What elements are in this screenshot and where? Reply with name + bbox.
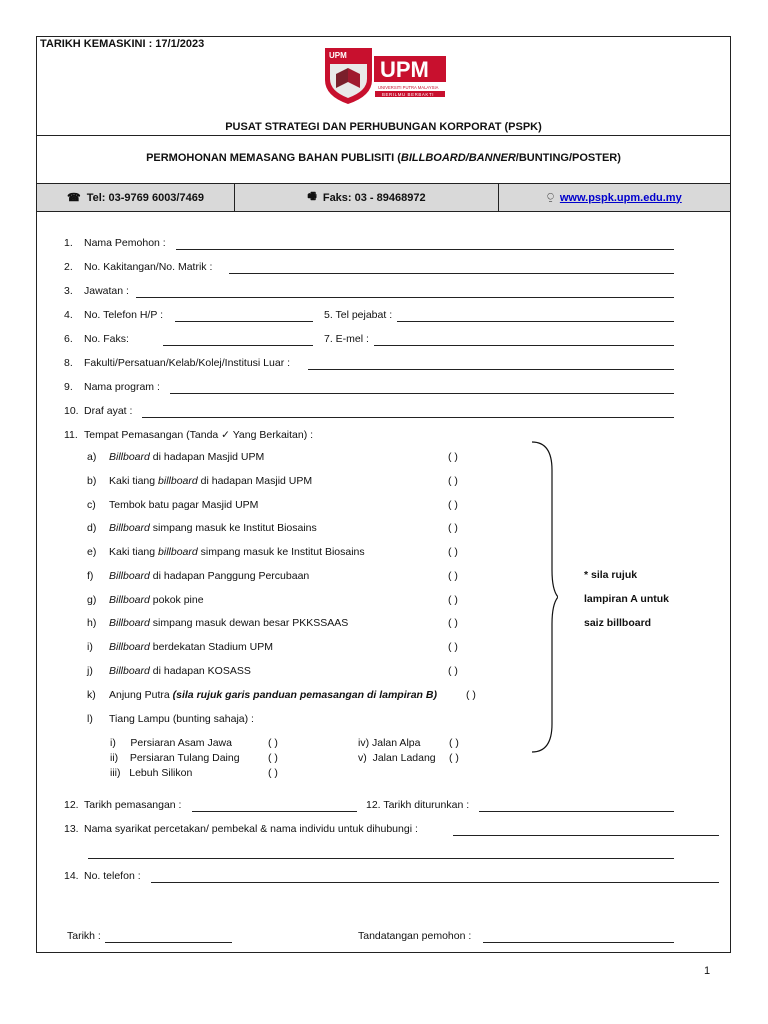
anjung-checkbox[interactable]: ( ): [466, 689, 476, 701]
location-item: c) Tembok batu pagar Masjid UPM: [87, 499, 259, 511]
field-7-label: 7. E-mel :: [324, 333, 369, 345]
tiang-left-2: ii) Persiaran Tulang Daing: [110, 752, 240, 764]
email-field[interactable]: [374, 345, 674, 346]
location-tiang: l) Tiang Lampu (bunting sahaja) :: [87, 713, 254, 725]
logo-big-text: UPM: [380, 57, 429, 82]
update-date: TARIKH KEMASKINI : 17/1/2023: [40, 38, 205, 50]
location-item: e) Kaki tiang billboard simpang masuk ke Institut Biosains: [87, 546, 365, 558]
fax-field[interactable]: [163, 345, 313, 346]
draft-text-field[interactable]: [142, 417, 674, 418]
tiang-right-1-checkbox[interactable]: ( ): [449, 737, 459, 749]
website-link[interactable]: www.pspk.upm.edu.my: [559, 191, 682, 204]
staff-id-field[interactable]: [229, 273, 674, 274]
form-title: PERMOHONAN MEMASANG BAHAN PUBLISITI (BILLBOARD/BANNER/BUNTING/POSTER): [146, 152, 621, 164]
mobile-phone-field[interactable]: [175, 321, 313, 322]
date-label: Tarikh :: [67, 930, 101, 942]
note-line-1: * sila rujuk: [584, 569, 638, 581]
contact-web: [499, 184, 730, 211]
location-item: b) Kaki tiang billboard di hadapan Masjid UPM: [87, 475, 313, 487]
note-line-2: lampiran A untuk: [584, 593, 669, 605]
printer-contact-field[interactable]: [453, 835, 719, 836]
field-5-label: 5. Tel pejabat :: [324, 309, 393, 321]
divider: [36, 135, 731, 136]
note-line-3: saiz billboard: [584, 617, 652, 629]
tiang-left-3-checkbox[interactable]: ( ): [268, 767, 278, 779]
field-2-label: 2. No. Kakitangan/No. Matrik :: [64, 261, 213, 273]
location-item: f) Billboard di hadapan Panggung Percubaan: [87, 570, 310, 582]
location-item: i) Billboard berdekatan Stadium UPM: [87, 641, 274, 653]
field-8-label: 8. Fakulti/Persatuan/Kelab/Kolej/Institusi Luar :: [64, 357, 291, 369]
office-phone-field[interactable]: [397, 321, 674, 322]
field-12b-label: 12. Tarikh diturunkan :: [366, 799, 470, 811]
position-field[interactable]: [136, 297, 674, 298]
tiang-left-2-checkbox[interactable]: ( ): [268, 752, 278, 764]
contact-tel: ☎ Tel: 03-9769 6003/7469: [37, 184, 235, 211]
field-12a-label: 12. Tarikh pemasangan :: [64, 799, 182, 811]
date-field[interactable]: [105, 942, 232, 943]
field-10-label: 10. Draf ayat :: [64, 405, 133, 417]
location-checkbox[interactable]: ( ): [448, 499, 458, 511]
brace-icon: [528, 440, 558, 754]
location-checkbox[interactable]: ( ): [448, 570, 458, 582]
signature-label: Tandatangan pemohon :: [358, 930, 472, 942]
mouse-icon: ⍜: [547, 191, 554, 203]
field-14-label: 14. No. telefon :: [64, 870, 141, 882]
location-item: g) Billboard pokok pine: [87, 594, 204, 606]
logo-sub2: BERILMU BERBAKTI: [382, 92, 435, 97]
field-4-label: 4. No. Telefon H/P :: [64, 309, 163, 321]
field-6-label: 6. No. Faks:: [64, 333, 129, 345]
tiang-left-3: iii) Lebuh Silikon: [110, 767, 193, 779]
install-date-field[interactable]: [192, 811, 357, 812]
tiang-left-1-checkbox[interactable]: ( ): [268, 737, 278, 749]
name-field[interactable]: [176, 249, 674, 250]
logo-sub1: UNIVERSITI PUTRA MALAYSIA: [378, 85, 439, 90]
location-checkbox[interactable]: ( ): [448, 546, 458, 558]
field-1-label: 1. Nama Pemohon :: [64, 237, 166, 249]
divider: [36, 211, 731, 212]
printer-contact-field-2[interactable]: [88, 858, 674, 859]
removal-date-field[interactable]: [479, 811, 674, 812]
logo-small-text: UPM: [329, 51, 347, 60]
upm-logo: [322, 46, 448, 106]
field-9-label: 9. Nama program :: [64, 381, 160, 393]
location-anjung: k) Anjung Putra (sila rujuk garis panduan pemasangan di lampiran B): [87, 689, 437, 701]
contact-phone-field[interactable]: [151, 882, 719, 883]
location-checkbox[interactable]: ( ): [448, 641, 458, 653]
fax-icon: 🖷: [307, 191, 317, 202]
location-checkbox[interactable]: ( ): [448, 475, 458, 487]
field-11-label: 11. Tempat Pemasangan (Tanda ✓ Yang Berkaitan) :: [64, 429, 314, 441]
page-number: 1: [704, 965, 711, 977]
tiang-right-2-checkbox[interactable]: ( ): [449, 752, 459, 764]
location-checkbox[interactable]: ( ): [448, 594, 458, 606]
location-checkbox[interactable]: ( ): [448, 451, 458, 463]
field-3-label: 3. Jawatan :: [64, 285, 129, 297]
faculty-field[interactable]: [308, 369, 674, 370]
tiang-right-2: v) Jalan Ladang: [358, 752, 436, 764]
form-frame: [36, 36, 731, 953]
contact-fax: 🖷 Faks: 03 - 89468972: [235, 184, 499, 211]
tiang-left-1: i) Persiaran Asam Jawa: [110, 737, 232, 749]
location-checkbox[interactable]: ( ): [448, 665, 458, 677]
location-checkbox[interactable]: ( ): [448, 522, 458, 534]
location-item: j) Billboard di hadapan KOSASS: [87, 665, 251, 677]
program-name-field[interactable]: [170, 393, 674, 394]
org-title: PUSAT STRATEGI DAN PERHUBUNGAN KORPORAT (PSPK): [225, 121, 542, 133]
phone-icon: ☎: [67, 192, 81, 204]
location-checkbox[interactable]: ( ): [448, 617, 458, 629]
location-item: h) Billboard simpang masuk dewan besar PKKSSAAS: [87, 617, 349, 629]
tiang-right-1: iv) Jalan Alpa: [358, 737, 421, 749]
location-item: d) Billboard simpang masuk ke Institut Biosains: [87, 522, 317, 534]
location-item: a) Billboard di hadapan Masjid UPM: [87, 451, 265, 463]
field-13-label: 13. Nama syarikat percetakan/ pembekal & nama individu untuk dihubungi :: [64, 823, 418, 835]
signature-field[interactable]: [483, 942, 674, 943]
